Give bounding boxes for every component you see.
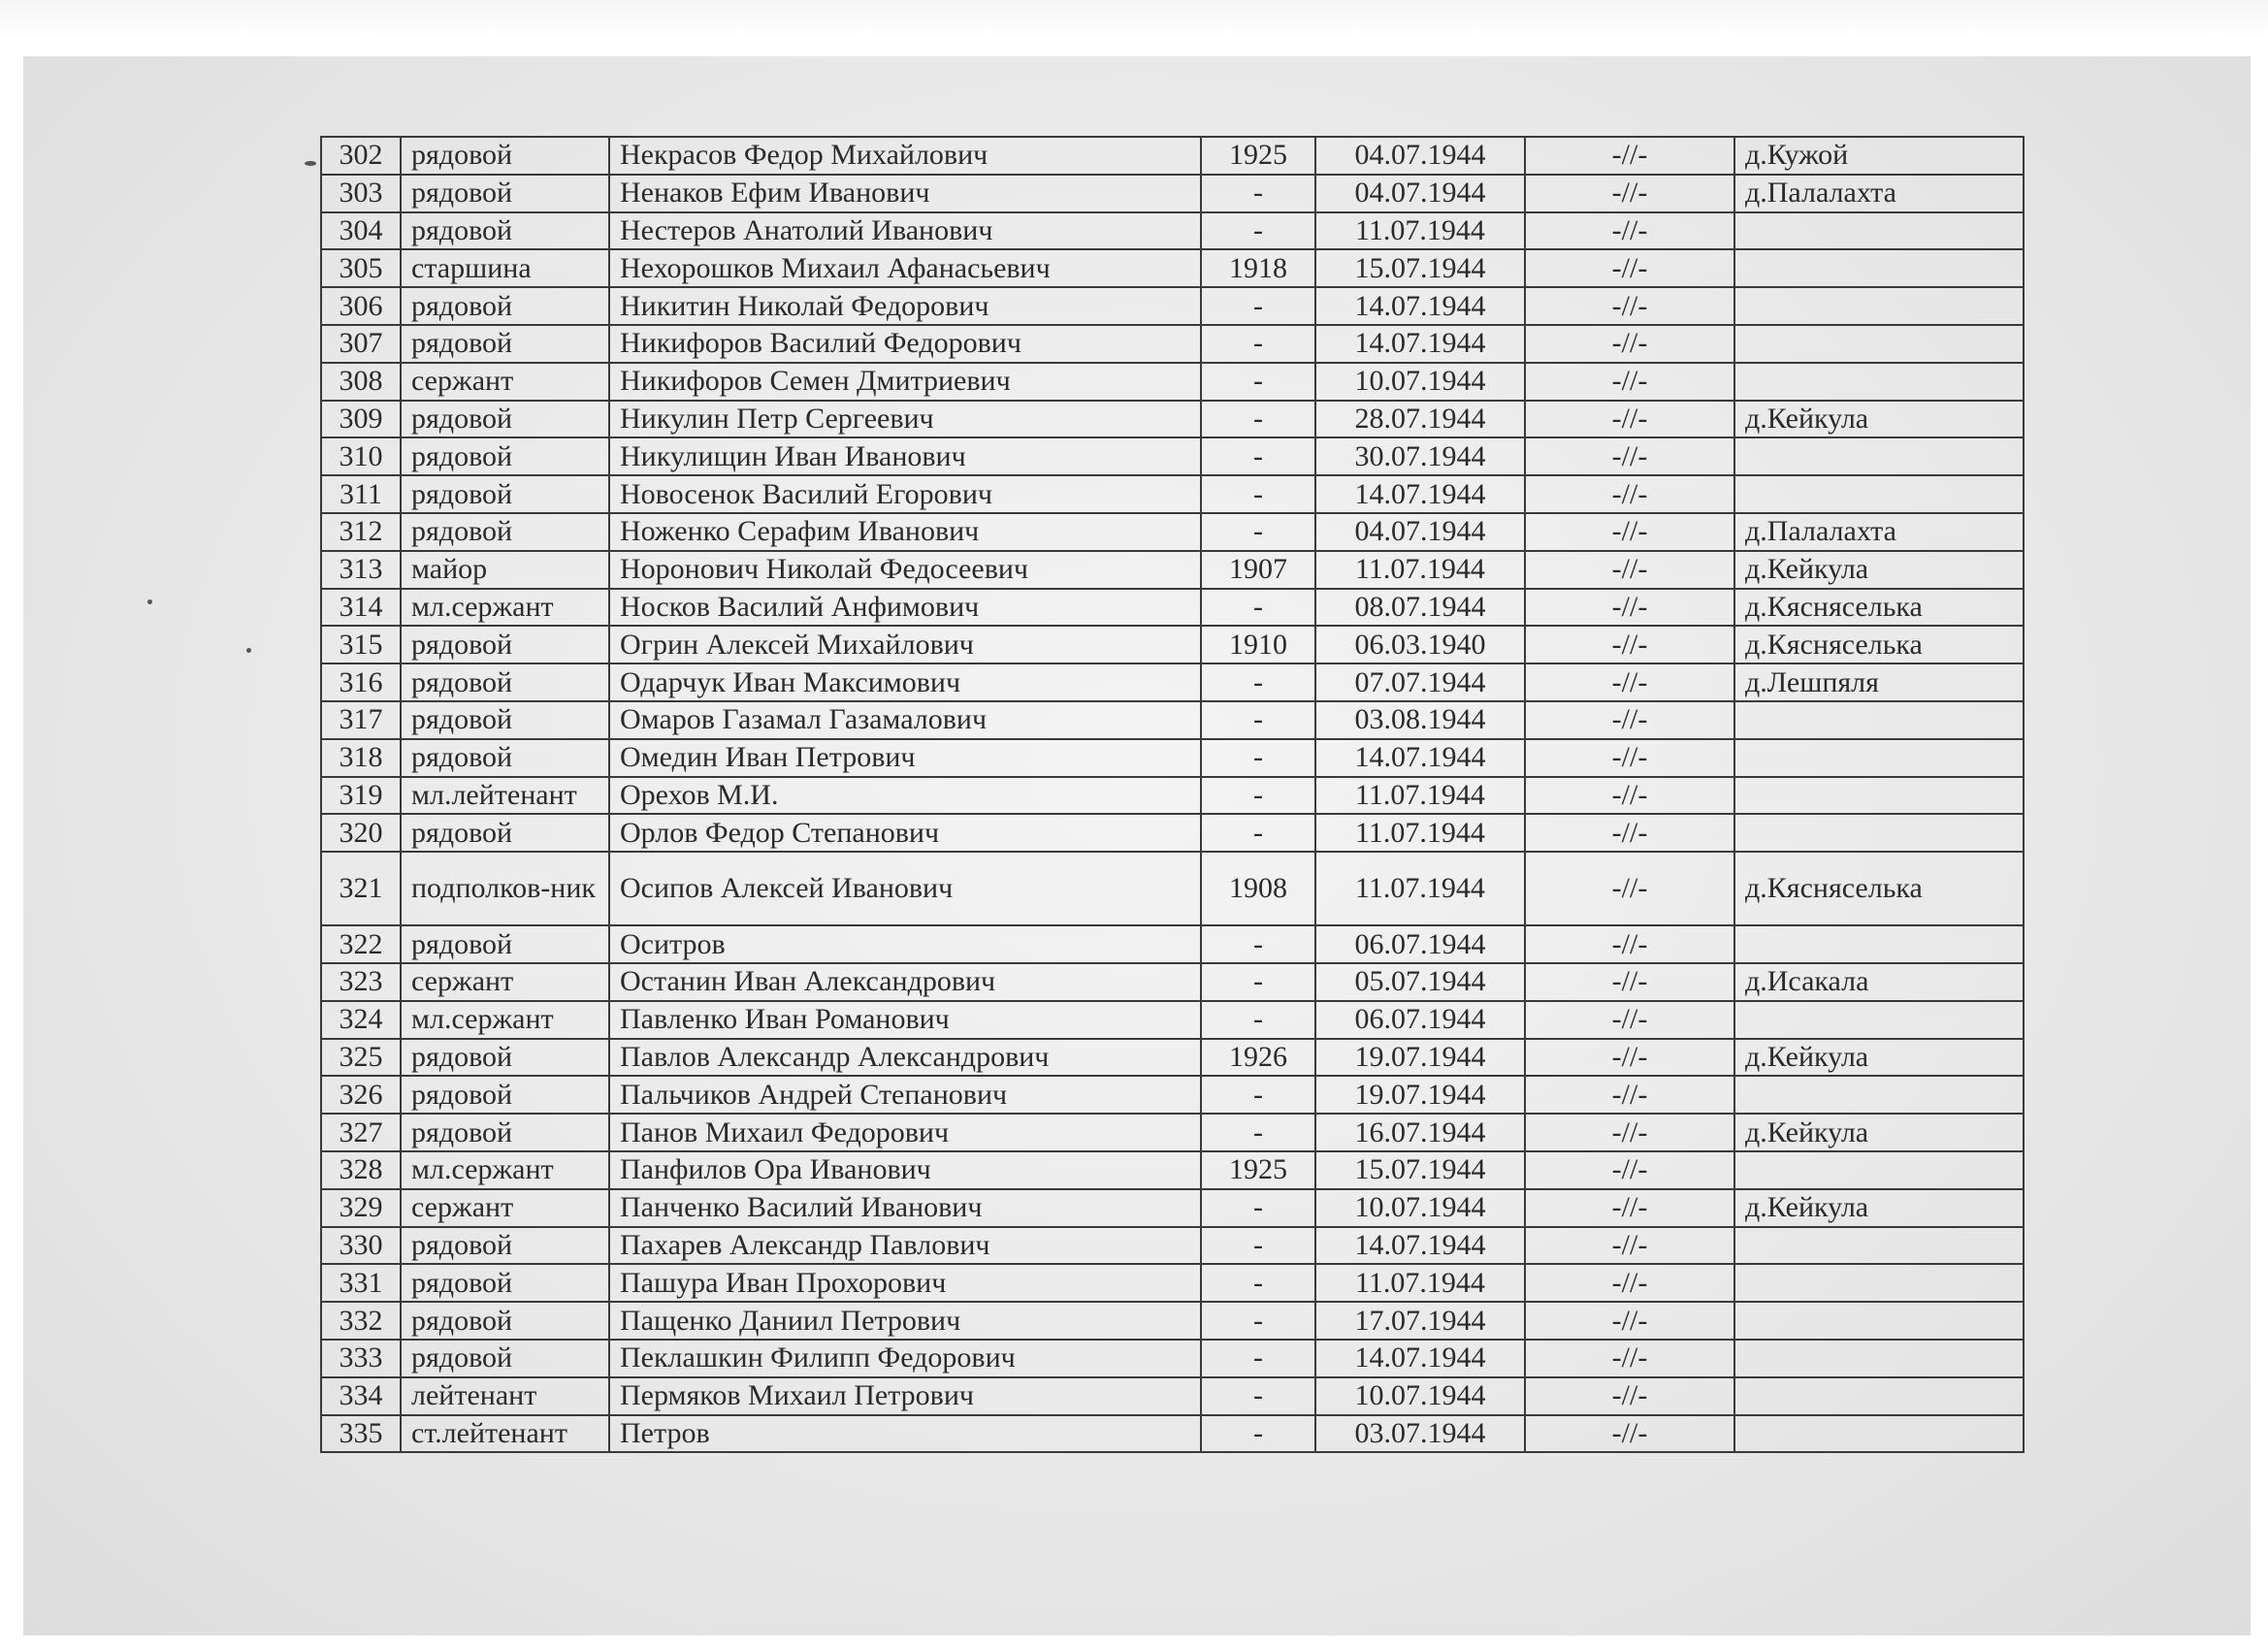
birth-year-cell: -	[1201, 212, 1315, 250]
full-name-cell: Панов Михаил Федорович	[609, 1114, 1201, 1151]
birth-year-cell: -	[1201, 1264, 1315, 1302]
full-name-cell: Пеклашкин Филипп Федорович	[609, 1340, 1201, 1377]
full-name-cell: Останин Иван Александрович	[609, 963, 1201, 1001]
burial-place-cell: д.Кясняселька	[1734, 852, 2024, 925]
ditto-mark-cell: -//-	[1525, 1076, 1734, 1114]
table-row	[321, 1340, 2024, 1377]
date-cell: 08.07.1944	[1315, 589, 1525, 627]
ditto-mark-cell: -//-	[1525, 325, 1734, 363]
birth-year-cell: -	[1201, 513, 1315, 551]
ditto-mark-cell: -//-	[1525, 701, 1734, 739]
table-row	[321, 701, 2024, 739]
birth-year-cell: 1925	[1201, 1151, 1315, 1189]
rank-cell: рядовой	[401, 1340, 609, 1377]
full-name-cell: Никулин Петр Сергеевич	[609, 401, 1201, 438]
rank-cell: рядовой	[401, 287, 609, 325]
burial-place-cell	[1734, 1001, 2024, 1039]
full-name-cell: Павленко Иван Романович	[609, 1001, 1201, 1039]
burial-place-cell	[1734, 1415, 2024, 1453]
birth-year-cell: -	[1201, 777, 1315, 815]
ditto-mark-cell: -//-	[1525, 777, 1734, 815]
rank-cell: рядовой	[401, 1264, 609, 1302]
full-name-cell: Некрасов Федор Михайлович	[609, 137, 1201, 175]
row-number: 303	[321, 175, 401, 212]
scan-speck	[147, 599, 152, 604]
ditto-mark-cell: -//-	[1525, 589, 1734, 627]
burial-place-cell: д.Кейкула	[1734, 1189, 2024, 1227]
ditto-mark-cell: -//-	[1525, 363, 1734, 401]
row-number: 304	[321, 212, 401, 250]
ditto-mark-cell: -//-	[1525, 626, 1734, 663]
rank-cell: рядовой	[401, 663, 609, 701]
row-number: 332	[321, 1302, 401, 1340]
full-name-cell: Павлов Александр Александрович	[609, 1039, 1201, 1077]
table-row	[321, 589, 2024, 627]
table-row	[321, 814, 2024, 852]
rank-cell: рядовой	[401, 925, 609, 963]
ditto-mark-cell: -//-	[1525, 475, 1734, 513]
full-name-cell: Ненаков Ефим Иванович	[609, 175, 1201, 212]
ditto-mark-cell: -//-	[1525, 1264, 1734, 1302]
table-row	[321, 1114, 2024, 1151]
date-cell: 03.07.1944	[1315, 1415, 1525, 1453]
burial-place-cell	[1734, 1377, 2024, 1415]
table-row	[321, 137, 2024, 175]
ditto-mark-cell: -//-	[1525, 513, 1734, 551]
casualty-roster-table	[320, 136, 2025, 1453]
row-number: 335	[321, 1415, 401, 1453]
ditto-mark-cell: -//-	[1525, 663, 1734, 701]
table-row	[321, 287, 2024, 325]
ditto-mark-cell: -//-	[1525, 401, 1734, 438]
burial-place-cell: д.Палалахта	[1734, 175, 2024, 212]
burial-place-cell	[1734, 1302, 2024, 1340]
date-cell: 06.07.1944	[1315, 1001, 1525, 1039]
date-cell: 04.07.1944	[1315, 175, 1525, 212]
row-number: 309	[321, 401, 401, 438]
row-number: 308	[321, 363, 401, 401]
row-number: 306	[321, 287, 401, 325]
date-cell: 03.08.1944	[1315, 701, 1525, 739]
ditto-mark-cell: -//-	[1525, 963, 1734, 1001]
burial-place-cell	[1734, 1227, 2024, 1265]
table-row	[321, 212, 2024, 250]
burial-place-cell: д.Кейкула	[1734, 1039, 2024, 1077]
rank-cell: мл.сержант	[401, 1001, 609, 1039]
row-number: 326	[321, 1076, 401, 1114]
table-row	[321, 663, 2024, 701]
birth-year-cell: -	[1201, 401, 1315, 438]
ditto-mark-cell: -//-	[1525, 852, 1734, 925]
full-name-cell: Нехорошков Михаил Афанасьевич	[609, 249, 1201, 287]
row-number: 330	[321, 1227, 401, 1265]
row-number: 323	[321, 963, 401, 1001]
burial-place-cell	[1734, 925, 2024, 963]
table-row	[321, 1001, 2024, 1039]
ditto-mark-cell: -//-	[1525, 814, 1734, 852]
table-row	[321, 1189, 2024, 1227]
date-cell: 11.07.1944	[1315, 1264, 1525, 1302]
rank-cell: рядовой	[401, 475, 609, 513]
ditto-mark-cell: -//-	[1525, 1340, 1734, 1377]
burial-place-cell	[1734, 325, 2024, 363]
rank-cell: ст.лейтенант	[401, 1415, 609, 1453]
table-row	[321, 1377, 2024, 1415]
date-cell: 14.07.1944	[1315, 1227, 1525, 1265]
date-cell: 16.07.1944	[1315, 1114, 1525, 1151]
table-row	[321, 513, 2024, 551]
date-cell: 28.07.1944	[1315, 401, 1525, 438]
burial-place-cell	[1734, 777, 2024, 815]
row-number: 334	[321, 1377, 401, 1415]
full-name-cell: Нестеров Анатолий Иванович	[609, 212, 1201, 250]
full-name-cell: Пальчиков Андрей Степанович	[609, 1076, 1201, 1114]
birth-year-cell: 1926	[1201, 1039, 1315, 1077]
birth-year-cell: -	[1201, 325, 1315, 363]
full-name-cell: Никифоров Василий Федорович	[609, 325, 1201, 363]
row-number: 316	[321, 663, 401, 701]
rank-cell: рядовой	[401, 513, 609, 551]
ditto-mark-cell: -//-	[1525, 1415, 1734, 1453]
burial-place-cell	[1734, 739, 2024, 777]
date-cell: 06.07.1944	[1315, 925, 1525, 963]
date-cell: 14.07.1944	[1315, 287, 1525, 325]
rank-cell: рядовой	[401, 212, 609, 250]
birth-year-cell: -	[1201, 814, 1315, 852]
ditto-mark-cell: -//-	[1525, 249, 1734, 287]
birth-year-cell: -	[1201, 287, 1315, 325]
row-number: 313	[321, 551, 401, 589]
full-name-cell: Петров	[609, 1415, 1201, 1453]
full-name-cell: Пащенко Даниил Петрович	[609, 1302, 1201, 1340]
rank-cell: рядовой	[401, 1039, 609, 1077]
ditto-mark-cell: -//-	[1525, 1001, 1734, 1039]
birth-year-cell: -	[1201, 1114, 1315, 1151]
table-row	[321, 551, 2024, 589]
rank-cell: рядовой	[401, 137, 609, 175]
ditto-mark-cell: -//-	[1525, 551, 1734, 589]
rank-cell: рядовой	[401, 1076, 609, 1114]
row-number: 322	[321, 925, 401, 963]
birth-year-cell: -	[1201, 1227, 1315, 1265]
burial-place-cell	[1734, 437, 2024, 475]
burial-place-cell: д.Кясняселька	[1734, 589, 2024, 627]
table-row	[321, 739, 2024, 777]
full-name-cell: Панченко Василий Иванович	[609, 1189, 1201, 1227]
row-number: 302	[321, 137, 401, 175]
rank-cell: рядовой	[401, 701, 609, 739]
birth-year-cell: -	[1201, 1302, 1315, 1340]
birth-year-cell: 1925	[1201, 137, 1315, 175]
burial-place-cell	[1734, 701, 2024, 739]
rank-cell: майор	[401, 551, 609, 589]
date-cell: 15.07.1944	[1315, 249, 1525, 287]
burial-place-cell	[1734, 1076, 2024, 1114]
burial-place-cell: д.Кейкула	[1734, 551, 2024, 589]
burial-place-cell: д.Кейкула	[1734, 1114, 2024, 1151]
row-number: 319	[321, 777, 401, 815]
date-cell: 10.07.1944	[1315, 363, 1525, 401]
rank-cell: сержант	[401, 1189, 609, 1227]
full-name-cell: Оситров	[609, 925, 1201, 963]
date-cell: 11.07.1944	[1315, 814, 1525, 852]
rank-cell: рядовой	[401, 814, 609, 852]
row-number: 327	[321, 1114, 401, 1151]
ditto-mark-cell: -//-	[1525, 437, 1734, 475]
rank-cell: старшина	[401, 249, 609, 287]
row-number: 331	[321, 1264, 401, 1302]
table-row	[321, 925, 2024, 963]
table-row	[321, 1415, 2024, 1453]
full-name-cell: Новосенок Василий Егорович	[609, 475, 1201, 513]
ditto-mark-cell: -//-	[1525, 925, 1734, 963]
full-name-cell: Орлов Федор Степанович	[609, 814, 1201, 852]
row-number: 311	[321, 475, 401, 513]
date-cell: 14.07.1944	[1315, 325, 1525, 363]
birth-year-cell: 1918	[1201, 249, 1315, 287]
rank-cell: мл.сержант	[401, 589, 609, 627]
row-number: 329	[321, 1189, 401, 1227]
full-name-cell: Омаров Газамал Газамалович	[609, 701, 1201, 739]
full-name-cell: Никулищин Иван Иванович	[609, 437, 1201, 475]
full-name-cell: Панфилов Ора Иванович	[609, 1151, 1201, 1189]
date-cell: 04.07.1944	[1315, 513, 1525, 551]
rank-cell: рядовой	[401, 1114, 609, 1151]
rank-cell: рядовой	[401, 1227, 609, 1265]
burial-place-cell	[1734, 363, 2024, 401]
rank-cell: рядовой	[401, 437, 609, 475]
rank-cell: рядовой	[401, 1302, 609, 1340]
burial-place-cell	[1734, 212, 2024, 250]
date-cell: 10.07.1944	[1315, 1189, 1525, 1227]
rank-cell: лейтенант	[401, 1377, 609, 1415]
birth-year-cell: -	[1201, 963, 1315, 1001]
full-name-cell: Омедин Иван Петрович	[609, 739, 1201, 777]
table-row	[321, 852, 2024, 925]
full-name-cell: Орехов М.И.	[609, 777, 1201, 815]
rank-cell: рядовой	[401, 626, 609, 663]
rank-cell: рядовой	[401, 401, 609, 438]
row-number: 307	[321, 325, 401, 363]
row-number: 314	[321, 589, 401, 627]
full-name-cell: Огрин Алексей Михайлович	[609, 626, 1201, 663]
birth-year-cell: -	[1201, 363, 1315, 401]
birth-year-cell: -	[1201, 1189, 1315, 1227]
birth-year-cell: -	[1201, 475, 1315, 513]
row-number: 325	[321, 1039, 401, 1077]
table-row	[321, 1151, 2024, 1189]
row-number: 324	[321, 1001, 401, 1039]
date-cell: 14.07.1944	[1315, 739, 1525, 777]
burial-place-cell	[1734, 249, 2024, 287]
table-row	[321, 777, 2024, 815]
rank-cell: сержант	[401, 363, 609, 401]
row-number: 328	[321, 1151, 401, 1189]
full-name-cell: Одарчук Иван Максимович	[609, 663, 1201, 701]
date-cell: 19.07.1944	[1315, 1076, 1525, 1114]
ditto-mark-cell: -//-	[1525, 1189, 1734, 1227]
birth-year-cell: -	[1201, 663, 1315, 701]
date-cell: 14.07.1944	[1315, 475, 1525, 513]
full-name-cell: Пахарев Александр Павлович	[609, 1227, 1201, 1265]
birth-year-cell: 1907	[1201, 551, 1315, 589]
rank-cell: мл.лейтенант	[401, 777, 609, 815]
table-row	[321, 325, 2024, 363]
full-name-cell: Осипов Алексей Иванович	[609, 852, 1201, 925]
ditto-mark-cell: -//-	[1525, 1227, 1734, 1265]
scan-speck	[305, 161, 316, 166]
birth-year-cell: 1908	[1201, 852, 1315, 925]
table-row	[321, 363, 2024, 401]
row-number: 312	[321, 513, 401, 551]
rank-cell: сержант	[401, 963, 609, 1001]
birth-year-cell: -	[1201, 925, 1315, 963]
full-name-cell: Пермяков Михаил Петрович	[609, 1377, 1201, 1415]
date-cell: 10.07.1944	[1315, 1377, 1525, 1415]
burial-place-cell: д.Палалахта	[1734, 513, 2024, 551]
table-row	[321, 175, 2024, 212]
roster-body	[321, 137, 2024, 1452]
date-cell: 05.07.1944	[1315, 963, 1525, 1001]
ditto-mark-cell: -//-	[1525, 212, 1734, 250]
birth-year-cell: -	[1201, 437, 1315, 475]
table-row	[321, 1039, 2024, 1077]
birth-year-cell: -	[1201, 589, 1315, 627]
rank-cell: рядовой	[401, 175, 609, 212]
table-row	[321, 437, 2024, 475]
date-cell: 30.07.1944	[1315, 437, 1525, 475]
table-row	[321, 249, 2024, 287]
table-row	[321, 1076, 2024, 1114]
full-name-cell: Пашура Иван Прохорович	[609, 1264, 1201, 1302]
date-cell: 11.07.1944	[1315, 551, 1525, 589]
ditto-mark-cell: -//-	[1525, 137, 1734, 175]
ditto-mark-cell: -//-	[1525, 1039, 1734, 1077]
scan-speck	[246, 648, 251, 653]
burial-place-cell	[1734, 1340, 2024, 1377]
burial-place-cell	[1734, 1151, 2024, 1189]
full-name-cell: Ноженко Серафим Иванович	[609, 513, 1201, 551]
date-cell: 04.07.1944	[1315, 137, 1525, 175]
burial-place-cell: д.Кясняселька	[1734, 626, 2024, 663]
birth-year-cell: -	[1201, 739, 1315, 777]
scan-top-edge	[0, 0, 2268, 39]
date-cell: 06.03.1940	[1315, 626, 1525, 663]
burial-place-cell	[1734, 814, 2024, 852]
table-row	[321, 1302, 2024, 1340]
rank-cell: рядовой	[401, 325, 609, 363]
date-cell: 17.07.1944	[1315, 1302, 1525, 1340]
row-number: 333	[321, 1340, 401, 1377]
date-cell: 07.07.1944	[1315, 663, 1525, 701]
row-number: 321	[321, 852, 401, 925]
birth-year-cell: -	[1201, 701, 1315, 739]
date-cell: 11.07.1944	[1315, 852, 1525, 925]
burial-place-cell: д.Исакала	[1734, 963, 2024, 1001]
date-cell: 11.07.1944	[1315, 777, 1525, 815]
ditto-mark-cell: -//-	[1525, 1114, 1734, 1151]
birth-year-cell: -	[1201, 1340, 1315, 1377]
row-number: 317	[321, 701, 401, 739]
full-name-cell: Никитин Николай Федорович	[609, 287, 1201, 325]
table-row	[321, 963, 2024, 1001]
birth-year-cell: -	[1201, 1377, 1315, 1415]
ditto-mark-cell: -//-	[1525, 739, 1734, 777]
birth-year-cell: 1910	[1201, 626, 1315, 663]
birth-year-cell: -	[1201, 1001, 1315, 1039]
ditto-mark-cell: -//-	[1525, 175, 1734, 212]
birth-year-cell: -	[1201, 1415, 1315, 1453]
birth-year-cell: -	[1201, 1076, 1315, 1114]
full-name-cell: Никифоров Семен Дмитриевич	[609, 363, 1201, 401]
full-name-cell: Носков Василий Анфимович	[609, 589, 1201, 627]
burial-place-cell: д.Кужой	[1734, 137, 2024, 175]
burial-place-cell	[1734, 475, 2024, 513]
date-cell: 11.07.1944	[1315, 212, 1525, 250]
date-cell: 15.07.1944	[1315, 1151, 1525, 1189]
ditto-mark-cell: -//-	[1525, 1377, 1734, 1415]
rank-cell: мл.сержант	[401, 1151, 609, 1189]
birth-year-cell: -	[1201, 175, 1315, 212]
rank-cell: рядовой	[401, 739, 609, 777]
row-number: 320	[321, 814, 401, 852]
table-row	[321, 626, 2024, 663]
burial-place-cell: д.Кейкула	[1734, 401, 2024, 438]
row-number: 318	[321, 739, 401, 777]
full-name-cell: Норонович Николай Федосеевич	[609, 551, 1201, 589]
date-cell: 14.07.1944	[1315, 1340, 1525, 1377]
burial-place-cell	[1734, 1264, 2024, 1302]
date-cell: 19.07.1944	[1315, 1039, 1525, 1077]
table-row	[321, 401, 2024, 438]
row-number: 315	[321, 626, 401, 663]
table-row	[321, 1264, 2024, 1302]
ditto-mark-cell: -//-	[1525, 1302, 1734, 1340]
burial-place-cell	[1734, 287, 2024, 325]
burial-place-cell: д.Лешпяля	[1734, 663, 2024, 701]
ditto-mark-cell: -//-	[1525, 287, 1734, 325]
rank-cell: подполков-ник	[401, 852, 609, 925]
row-number: 310	[321, 437, 401, 475]
row-number: 305	[321, 249, 401, 287]
table-row	[321, 475, 2024, 513]
table-row	[321, 1227, 2024, 1265]
ditto-mark-cell: -//-	[1525, 1151, 1734, 1189]
